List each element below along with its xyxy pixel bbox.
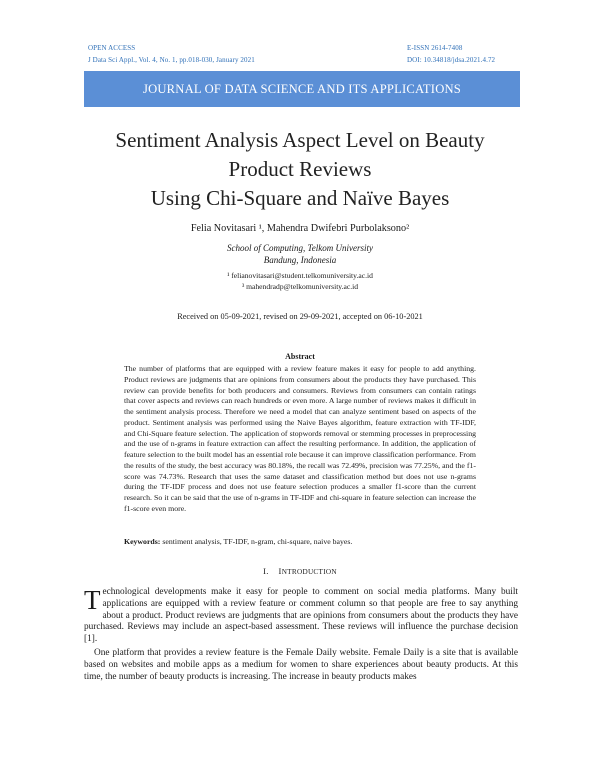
- intro-paragraph-1-text: echnological developments make it easy for people to comment on social media platforms. Many built applications are equipped with a review feature or comment column so that people are free to say anything about a product. Product reviews are judgments that are opinions from consumers about the products they have purchased. Reviews may include an aspect-based assessment. These reviews will influence the purchase decision [1].: [84, 587, 518, 644]
- affiliation-school: School of Computing, Telkom University: [227, 243, 373, 253]
- intro-paragraph-2: One platform that provides a review feature is the Female Daily website. Female Daily is a site that is available based on websites and mobile apps as a medium for women to share experiences about beauty products. At this time, the number of beauty products is increasing. The increase in beauty products makes: [84, 648, 518, 682]
- section-numeral: I.: [263, 566, 269, 576]
- author-list: Felia Novitasari ¹, Mahendra Dwifebri Purbolaksono²: [190, 223, 410, 234]
- journal-banner: JOURNAL OF DATA SCIENCE AND ITS APPLICATIONS: [84, 71, 520, 107]
- keywords-line: [124, 537, 476, 546]
- section-initial: I: [278, 566, 282, 576]
- paper-title-line-3: Using Chi-Square and Naïve Bayes: [150, 186, 450, 210]
- author-email-1: ¹ felianovitasari@student.telkomuniversity.ac.id: [227, 271, 373, 280]
- intro-paragraph-1: [84, 587, 518, 646]
- paper-title-line-2: Product Reviews: [228, 157, 372, 181]
- section-heading-introduction: [80, 566, 520, 576]
- abstract-heading: Abstract: [285, 352, 315, 361]
- open-access-label: OPEN ACCESS: [88, 44, 136, 52]
- drop-cap: T: [84, 585, 101, 615]
- eissn-label: E-ISSN 2614-7408: [407, 44, 463, 52]
- section-title: NTRODUCTION: [281, 568, 337, 576]
- paper-title-line-1: Sentiment Analysis Aspect Level on Beauty: [115, 128, 485, 152]
- doi-label: DOI: 10.34818/jdsa.2021.4.72: [407, 56, 496, 64]
- abstract-text: The number of platforms that are equipped with a review feature makes it easy for people to add anything. Product reviews are judgments that are opinions from consumers about the products they have purchased. This review can provide benefits for both producers and consumers. Reviews from consumers can contain ratings that cover aspects and reviews can reach hundreds or even more. A large number of reviews makes it difficult in the sentiment analysis process. Therefore we need a model that can analyze sentiment based on aspects of the product. Sentiment analysis was performed using the Naive Bayes algorithm, feature extraction with TF-IDF, and Chi-Square feature selection. The application of stopwords removal or stemming processes in preprocessing and the use of n-grams in feature extraction can affect the resulting performance. In addition, the application of feature selection to the built model has an essential role because it can improve classification performance. From the results of the study, the best accuracy was 80.18%, the recall was 72.49%, precision was 77.25%, and the f1-score was 74.73%. Research that uses the same dataset and classification method but does not use n-grams during the TF-IDF process and does not use feature selection produces a smaller f1-score than the current research. So it can be said that the use of n-grams in TF-IDF and chi-square in feature selection can increase the f1-score even more.: [124, 364, 476, 513]
- keywords-label: Keywords:: [124, 537, 161, 546]
- affiliation-city: Bandung, Indonesia: [263, 255, 337, 265]
- journal-reference: J Data Sci Appl., Vol. 4, No. 1, pp.018-030, January 2021: [88, 56, 255, 64]
- keywords-text: sentiment analysis, TF-IDF, n-gram, chi-square, naive bayes.: [160, 537, 353, 546]
- submission-dates: Received on 05-09-2021, revised on 29-09-2021, accepted on 06-10-2021: [177, 312, 423, 321]
- author-email-2: ³ mahendradp@telkomuniversity.ac.id: [241, 282, 359, 291]
